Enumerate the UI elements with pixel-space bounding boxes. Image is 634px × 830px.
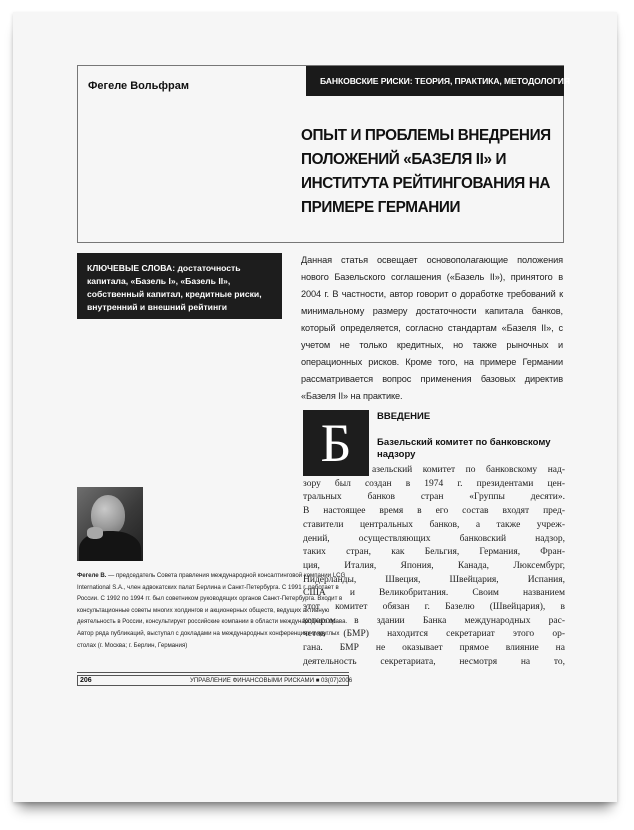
body-line: этот комитет обязан г. Базелю (Швейцария), в: [303, 602, 565, 613]
rubric-banner: БАНКОВСКИЕ РИСКИ: ТЕОРИЯ, ПРАКТИКА, МЕТОДОЛОГИЯ: [306, 66, 564, 96]
author-bio: [77, 570, 349, 651]
journal-title: УПРАВЛЕНИЕ ФИНАНСОВЫМИ РИСКАМИ: [190, 677, 314, 684]
journal-name: [190, 676, 352, 686]
bio-name: Фегеле В.: [77, 572, 107, 579]
article-abstract: Данная статья освещает основополагающие положения нового Базельского соглашения («Базель II»), принятого в 2004 г. В частности, автор говорит о доработке требований к минимальному размеру достаточности капитала банков, который определяется, согласно стандартам «Базеля II», с учетом не только кредитных, но также рыночных и операционных рисков. Кроме того, на примере Германии рассматривается вопрос применения базовых директив «Базеля II» на практике.: [301, 255, 563, 401]
author-photo: [77, 487, 143, 561]
body-line: дений, осуществляющих банковский надзор,: [303, 533, 565, 544]
body-line: азельский комитет по банковскому над-: [372, 465, 565, 475]
article-title: ОПЫТ И ПРОБЛЕМЫ ВНЕДРЕНИЯ ПОЛОЖЕНИЙ «БАЗЕЛЯ II» И ИНСТИТУТА РЕЙТИНГОВАНИЯ НА ПРИМЕРЕ ГЕРМАНИИ: [301, 127, 551, 216]
body-line: ставители центральных банков, а также учреж-: [303, 519, 565, 530]
body-line: тральных банков стран «Группы десяти».: [303, 492, 565, 503]
author-name: Фегеле Вольфрам: [88, 80, 189, 92]
subsection-heading: Базельский комитет по банковскому надзору: [377, 437, 551, 460]
body-line: В настоящее время в его состав входят пред-: [303, 506, 565, 517]
body-line: ция, Италия, Япония, Канада, Люксембург,: [303, 560, 565, 571]
body-line: котором в здании Банка международных рас-: [303, 615, 565, 626]
body-line: гана. БМР не оказывает прямое влияние на: [303, 643, 565, 654]
photo-hand-shape: [87, 527, 103, 539]
body-line: Нидерланды, Швеция, Швейцария, Испания,: [303, 574, 565, 585]
page-number: 206: [80, 677, 92, 684]
body-line: деятельность секретариата, несмотря на то,: [303, 656, 565, 667]
journal-issue: 03(07)2006: [321, 677, 353, 684]
section-heading: ВВЕДЕНИЕ: [377, 411, 431, 422]
square-bullet-icon: ■: [315, 678, 320, 684]
keywords-box: КЛЮЧЕВЫЕ СЛОВА: достаточность капитала, «Базель I», «Базель II», собственный капитал, кредитные риски, внутренний и внешний рейтинги: [77, 253, 282, 319]
drop-cap: Б: [303, 410, 369, 476]
footer-rule: [77, 672, 349, 673]
body-line: четов (БМР) находится секретариат этого ор-: [303, 629, 565, 640]
bio-text: — председатель Совета правления международной консалтинговой компании LCG International S.A., член адвокатских палат Берлина и Санкт-Петербурга. С 1991 г. работает в России. С 1992 по 1994 гг. был советником руководящих органов Санкт-Петербурга. Входит в консультационные советы многих холдингов и акционерных обществ, ведущих активную деятельность в России, консультирует российские компании в области международного права. Автор ряда публикаций, выступал с докладами на международных конференциях и круглых столах (г. Москва; г. Берлин, Германия): [77, 572, 348, 649]
body-line: США и Великобритания. Своим названием: [303, 588, 565, 599]
body-line: таких стран, как Бельгия, Германия, Фран-: [303, 547, 565, 558]
body-line: зору был создан в 1974 г. президентами цен-: [303, 478, 565, 489]
